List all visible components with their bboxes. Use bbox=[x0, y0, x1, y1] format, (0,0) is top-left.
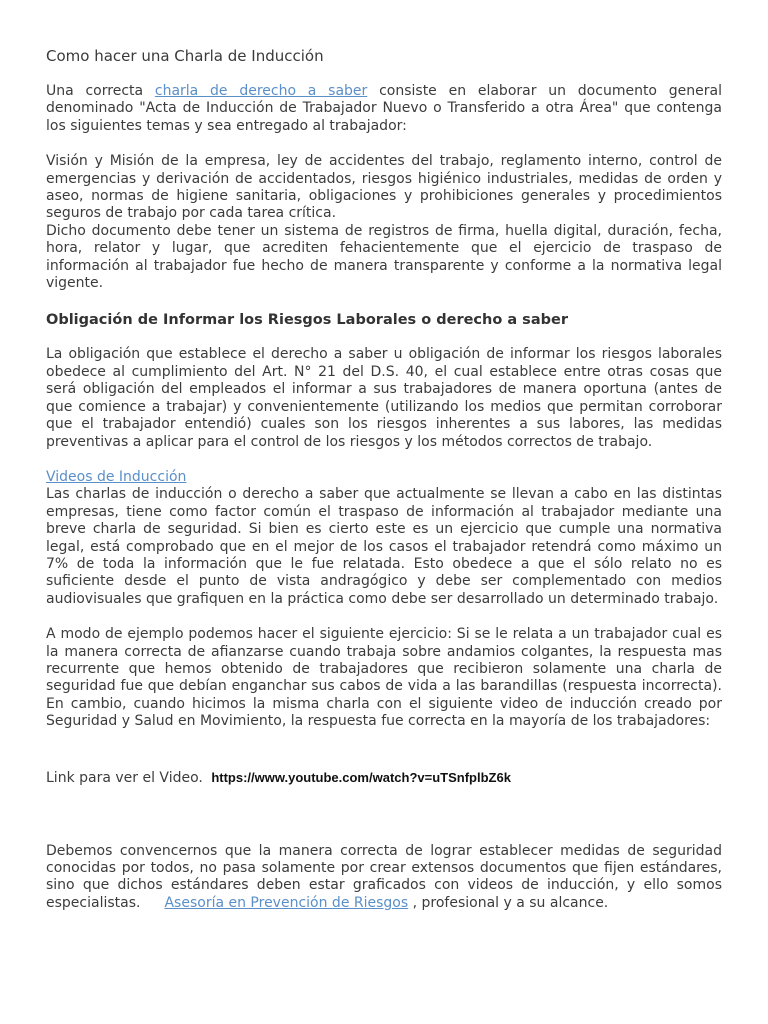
example-paragraph: A modo de ejemplo podemos hacer el siguiente ejercicio: Si se le relata a un trabajador cual es la manera correcta de afianzarse cuando trabaja sobre andamios colgantes, la respuesta mas recurrente que hemos obtenido de trabajadores que recibieron solamente una charla de seguridad fue que debían enganchar sus cabos de vida a las barandillas (respuesta incorrecta). En cambio, cuando hicimos la misma charla con el siguiente video de inducción creado por Seguridad y Salud en Movimiento, la respuesta fue correcta en la mayoría de los trabajadores: bbox=[46, 626, 722, 730]
videos-induccion-link[interactable]: Videos de Inducción bbox=[46, 468, 187, 485]
document-page bbox=[46, 46, 722, 912]
closing-paragraph bbox=[46, 843, 722, 913]
asesoria-prevencion-link[interactable]: Asesoría en Prevención de Riesgos bbox=[164, 894, 409, 911]
intro-paragraph bbox=[46, 83, 722, 135]
video-link-label: Link para ver el Video. bbox=[46, 769, 203, 786]
videos-paragraph: Las charlas de inducción o derecho a saber que actualmente se llevan a cabo en las distintas empresas, tiene como factor común el traspaso de información al trabajador mediante una breve charla de seguridad. Si bien es cierto este es un ejercicio que cumple una normativa legal, está comprobado que en el mejor de los casos el trabajador retendrá como máximo un 7% de toda la información que le fue relatada. Esto obedece a que el sólo relato no es suficiente desde el punto de vista andragógico y debe ser complementado con medios audiovisuales que grafiquen en la práctica como debe ser desarrollado un determinado trabajo. bbox=[46, 486, 722, 607]
intro-text-after: consiste en elaborar un documento general denominado "Acta de Inducción de Trabajador Nuevo o Transferido a otra Área" que contenga los siguientes temas y sea entregado al trabajador: bbox=[46, 83, 722, 134]
topics-paragraph: Visión y Misión de la empresa, ley de accidentes del trabajo, reglamento interno, control de emergencias y derivación de accidentados, riesgos higiénico industriales, medidas de orden y aseo, normas de higiene sanitaria, obligaciones y prohibiciones generales y procedimientos seguros de trabajo por cada tarea crítica. bbox=[46, 153, 722, 222]
intro-text-before: Una correcta bbox=[46, 83, 155, 99]
obligation-paragraph: La obligación que establece el derecho a saber u obligación de informar los riesgos laborales obedece al cumplimiento del Art. N° 21 del D.S. 40, el cual establece entre otras cosas que será obligación del empleados el informar a sus trabajadores de manera oportuna (antes de que comience a trabajar) y convenientemente (utilizando los medios que permitan corroborar que el trabajador entendió) cuales son los riesgos inherentes a sus labores, las medidas preventivas a aplicar para el control de los riesgos y los métodos correctos de trabajo. bbox=[46, 346, 722, 450]
charla-derecho-saber-link[interactable]: charla de derecho a saber bbox=[154, 83, 368, 99]
video-link-line bbox=[46, 769, 722, 787]
video-url[interactable]: https://www.youtube.com/watch?v=uTSnfplbZ6k bbox=[211, 769, 511, 785]
registry-paragraph: Dicho documento debe tener un sistema de registros de firma, huella digital, duración, fecha, hora, relator y lugar, que acrediten fehacientemente que el ejercicio de traspaso de información al trabajador fue hecho de manera transparente y conforme a la normativa legal vigente. bbox=[46, 222, 722, 292]
closing-after-link: , profesional y a su alcance. bbox=[408, 894, 609, 911]
section-heading: Obligación de Informar los Riesgos Laborales o derecho a saber bbox=[46, 312, 568, 329]
document-title: Como hacer una Charla de Inducción bbox=[46, 47, 324, 65]
closing-text: Debemos convencernos que la manera correcta de lograr establecer medidas de seguridad conocidas por todos, no pasa solamente por crear extensos documentos que fijen estándares, sino que dichos estándares deben estar graficados con videos de inducción, y ello somos especialistas. bbox=[46, 842, 722, 911]
videos-heading-line bbox=[46, 469, 722, 486]
